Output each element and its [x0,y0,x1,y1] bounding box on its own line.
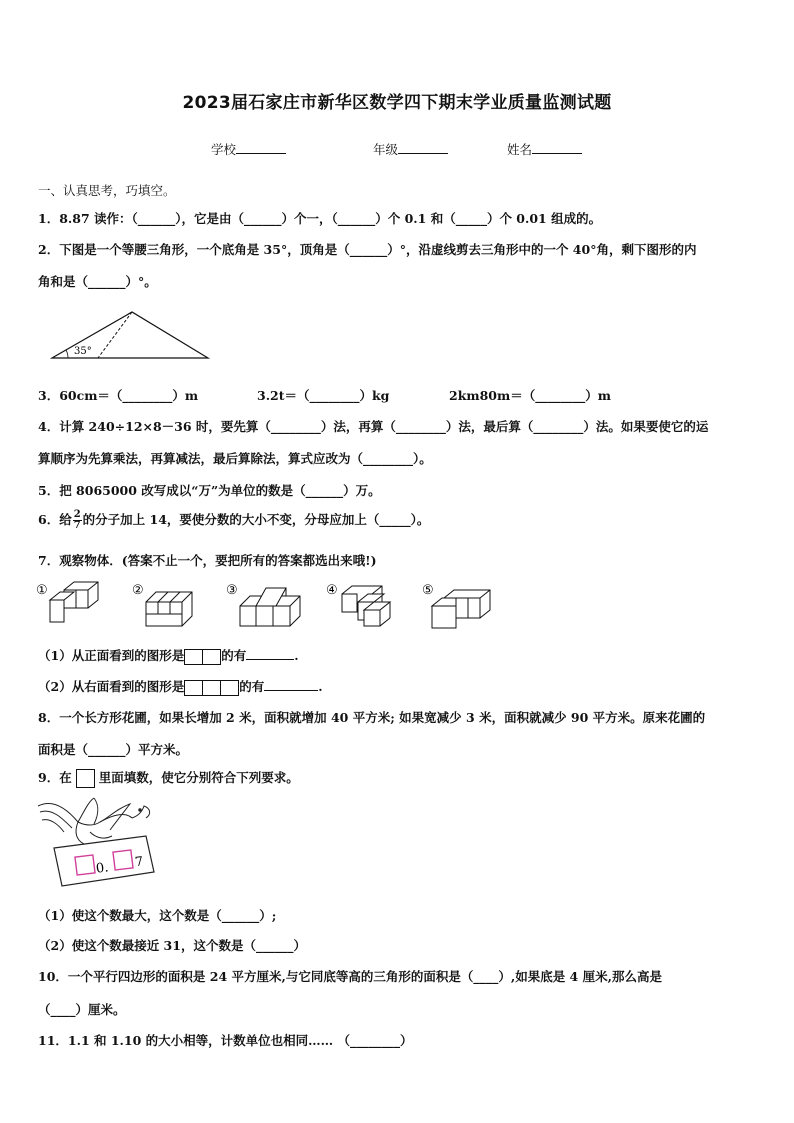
two-square-view [184,649,221,665]
school-label: 学校 [211,142,237,157]
cube-figure-5 [432,590,490,628]
school-blank[interactable] [236,141,286,154]
angle-arc [66,350,68,358]
page-title: 2023届石家庄市新华区数学四下期末学业质量监测试题 [182,93,612,113]
figure-2-label: ② [132,583,144,598]
question-7: 7．观察物体．(答案不止一个，要把所有的答案都选出来哦!) [38,553,377,568]
sign-text-mid: 0. [95,860,110,877]
name-field[interactable] [507,140,582,158]
cube-figures [36,580,506,632]
dashed-cut-line [98,312,132,358]
answer-blank[interactable] [246,647,294,660]
question-6-prefix: 6．给 [38,512,72,527]
cube-figure-3 [240,588,300,626]
fraction [73,510,82,531]
question-7-sub2-suffix: 的有 [239,679,265,694]
bird-icon [38,798,150,844]
question-4-line1: 4．计算 240÷12×8－36 时，要先算（________）法，再算（________）法，最后算（________）法。如果要使它的运 [38,419,709,434]
question-4-line2: 算顺序为先算乘法，再算减法，最后算除法，算式应改为（________）。 [38,451,432,466]
question-7-sub2-prefix: （2）从右面看到的图形是 [38,679,185,694]
question-7-sub1: （1）从正面看到的图形是 的有 . [38,648,299,663]
cube-figure-4 [342,586,390,626]
question-6 [38,510,429,531]
grade-field[interactable] [373,140,448,158]
question-11: 11．1.1 和 1.10 的大小相等，计数单位也相同…… （________） [38,1033,413,1048]
fraction-numerator: 2 [73,509,81,520]
angle-label: 35° [74,346,92,357]
question-9-sub2: （2）使这个数最接近 31，这个数是（______） [38,938,306,953]
name-blank[interactable] [532,141,582,154]
question-9 [38,768,299,788]
question-6-suffix: 的分子加上 14，要使分数的大小不变，分母应加上（_____）。 [82,512,430,527]
question-10-line2: （____）厘米。 [38,1002,126,1017]
question-7-sub1-suffix: 的有 [221,648,247,663]
sign-text-end: 7 [134,854,145,871]
three-square-view [184,680,239,696]
question-8-line1: 8．一个长方形花圃，如果长增加 2 米，面积就增加 40 平方米; 如果宽减少 3 米，面积就减少 90 平方米。原来花圃的 [38,710,706,725]
fraction-denominator: 7 [73,520,81,531]
question-3b: 3.2t＝（________）kg [257,388,390,403]
question-3c: 2km80m＝（________）m [449,388,611,403]
answer-blank[interactable] [264,678,318,691]
figure-3-label: ③ [226,583,238,598]
grade-label: 年级 [373,142,399,157]
figure-5-label: ⑤ [422,583,434,598]
question-5: 5．把 8065000 改写成以“万”为单位的数是（______）万。 [38,483,381,498]
fill-in-box-icon [76,769,95,788]
cube-figure-2 [146,592,192,626]
question-7-sub1-prefix: （1）从正面看到的图形是 [38,648,185,663]
figure-4-label: ④ [326,583,338,598]
question-7-sub2: （2）从右面看到的图形是 的有 . [38,679,323,694]
isosceles-triangle-figure [46,306,216,364]
figure-1-label: ① [36,583,48,598]
question-2-line2: 角和是（______）°。 [38,274,157,289]
question-1: 1．8.87 读作：（______），它是由（______）个一，（______）个 0.1 和（_____）个 0.01 组成的。 [38,211,602,226]
question-3a: 3．60cm＝（________）m [38,388,199,403]
question-10-line1: 10．一个平行四边形的面积是 24 平方厘米,与它同底等高的三角形的面积是（____）,如果底是 4 厘米,那么高是 [38,969,662,984]
question-9-prefix: 9．在 [38,770,72,785]
school-field[interactable] [211,140,286,158]
question-9-suffix: 里面填数，使它分别符合下列要求。 [98,770,299,785]
question-9-sub1: （1）使这个数最大，这个数是（______）; [38,908,277,923]
section-heading: 一、认真思考，巧填空。 [38,183,176,198]
question-2-line1: 2．下图是一个等腰三角形，一个底角是 35°，顶角是（______）°，沿虚线剪去三角形中的一个 40°角，剩下图形的内 [38,242,697,257]
question-8-line2: 面积是（______）平方米。 [38,742,189,757]
name-label: 姓名 [507,142,533,157]
grade-blank[interactable] [398,141,448,154]
bird-sign-illustration [34,792,174,892]
number-sign [54,836,154,886]
cube-figure-1 [50,582,98,622]
